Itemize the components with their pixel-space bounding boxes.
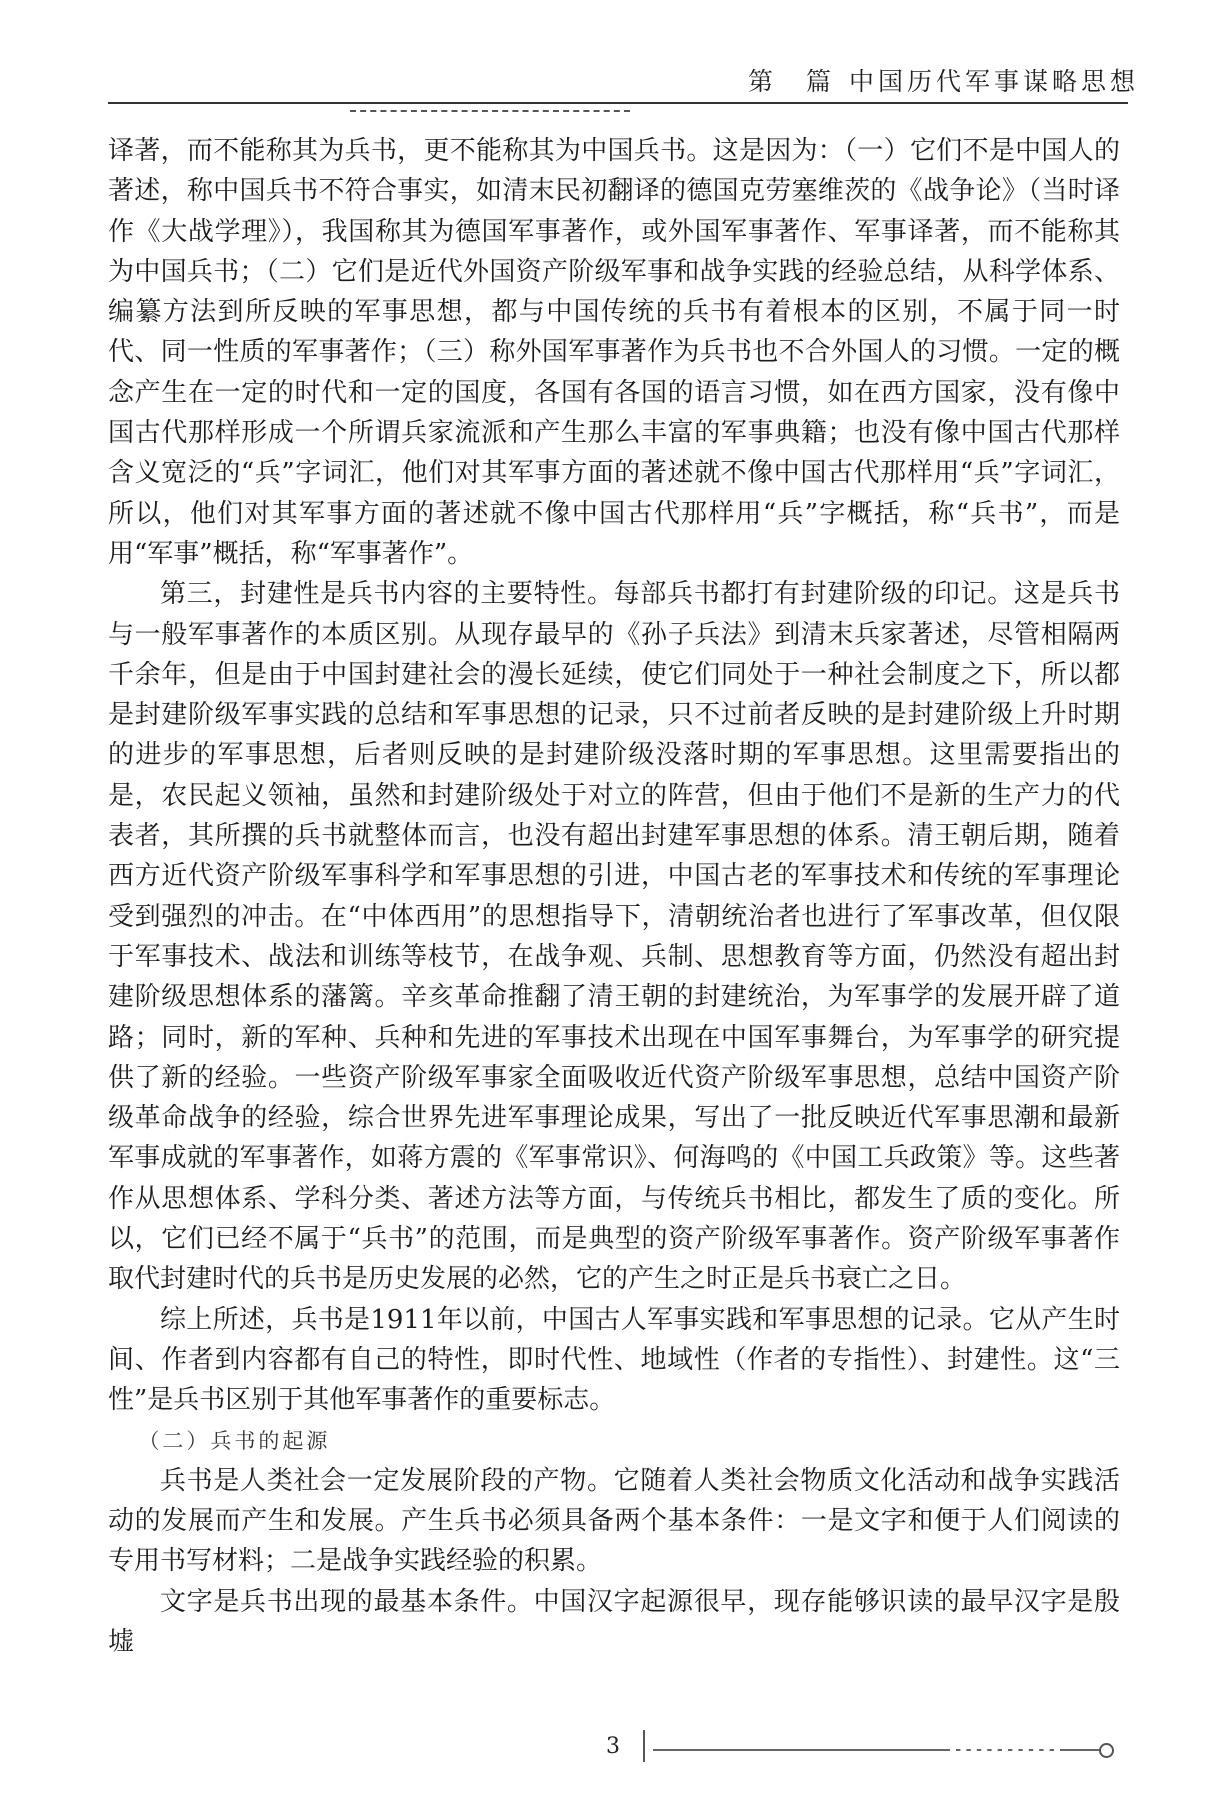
paragraph-feudal-nature: 第三，封建性是兵书内容的主要特性。每部兵书都打有封建阶级的印记。这是兵书与一般军事著作的本质区别。从现存最早的《孙子兵法》到清末兵家著述，尽管相隔两千余年，但是由于中国封建社会的漫长延续，使它们同处于一种社会制度之下，所以都是封建阶级军事实践的总结和军事思想的记录，只不过前者反映的是封建阶级上升时期的进步的军事思想，后者则反映的是封建阶级没落时期的军事思想。这里需要指出的是，农民起义领袖，虽然和封建阶级处于对立的阵营，但由于他们不是新的生产力的代表者，其所撰的兵书就整体而言，也没有超出封建军事思想的体系。清王朝后期，随着西方近代资产阶级军事科学和军事思想的引进，中国古老的军事技术和传统的军事理论受到强烈的冲击。在“中体西用”的思想指导下，清朝统治者也进行了军事改革，但仅限于军事技术、战法和训练等枝节，在战争观、兵制、思想教育等方面，仍然没有超出封建阶级思想体系的藩篱。辛亥革命推翻了清王朝的封建统治，为军事学的发展开辟了道路；同时，新的军种、兵种和先进的军事技术出现在中国军事舞台，为军事学的研究提供了新的经验。一些资产阶级军事家全面吸收近代资产阶级军事思想，总结中国资产阶级革命战争的经验，综合世界先进军事理论成果，写出了一批反映近代军事思潮和最新军事成就的军事著作，如蒋方震的《军事常识》、何海鸣的《中国工兵政策》等。这些著作从思想体系、学科分类、著述方法等方面，与传统兵书相比，都发生了质的变化。所以，它们已经不属于“兵书”的范围，而是典型的资产阶级军事著作。资产阶级军事著作取代封建时代的兵书是历史发展的必然，它的产生之时正是兵书衰亡之日。 (108, 579, 1120, 1295)
page-footer (0, 1734, 1209, 1766)
footer-rule-dashed (950, 1749, 1060, 1751)
running-head-part: 第 篇 (747, 67, 835, 96)
paragraph-continuation: 译著，而不能称其为兵书，更不能称其为中国兵书。这是因为：（一）它们不是中国人的著述，称中国兵书不符合事实，如清末民初翻译的德国克劳塞维茨的《战争论》（当时译作《大战学理》），我国称其为德国军事著作，或外国军事著作、军事译著，而不能称其为中国兵书；（二）它们是近代外国资产阶级军事和战争实践的经验总结，从科学体系、编纂方法到所反映的军事思想，都与中国传统的兵书有着根本的区别，不属于同一时代、同一性质的军事著作；（三）称外国军事著作为兵书也不合外国人的习惯。一定的概念产生在一定的时代和一定的国度，各国有各国的语言习惯，如在西方国家，没有像中国古代那样形成一个所谓兵家流派和产生那么丰富的军事典籍；也没有像中国古代那样含义宽泛的“兵”字词汇，他们对其军事方面的著述就不像中国古代那样用“兵”字词汇，所以，他们对其军事方面的著述就不像中国古代那样用“兵”字概括，称“兵书”，而是用“军事”概括，称“军事著作”。 (108, 136, 1120, 569)
page-number: 3 (606, 1734, 620, 1759)
footer-circle-ornament (1099, 1743, 1114, 1758)
header-rule-dashed (350, 110, 630, 112)
paragraph-origin: 兵书是人类社会一定发展阶段的产物。它随着人类社会物质文化活动和战争实践活动的发展而产生和发展。产生兵书必须具备两个基本条件：一是文字和便于人们阅读的专用书写材料；二是战争实践经验的积累。 (108, 1465, 1120, 1577)
running-head-title: 中国历代军事谋略思想 (848, 67, 1139, 96)
footer-tick-mark (643, 1730, 645, 1762)
running-head (748, 62, 1139, 98)
header-rule (108, 102, 1128, 104)
paragraph-writing: 文字是兵书出现的最基本条件。中国汉字起源很早，现存能够识读的最早汉字是殷墟 (108, 1586, 1120, 1657)
paragraph-summary: 综上所述，兵书是1911年以前，中国古人军事实践和军事思想的记录。它从产生时间、作者到内容都有自己的特性，即时代性、地域性（作者的专指性）、封建性。这“三性”是兵书区别于其他军事著作的重要标志。 (108, 1304, 1120, 1416)
section-subheading: （二）兵书的起源 (138, 1428, 331, 1453)
body-text (108, 131, 1120, 1662)
